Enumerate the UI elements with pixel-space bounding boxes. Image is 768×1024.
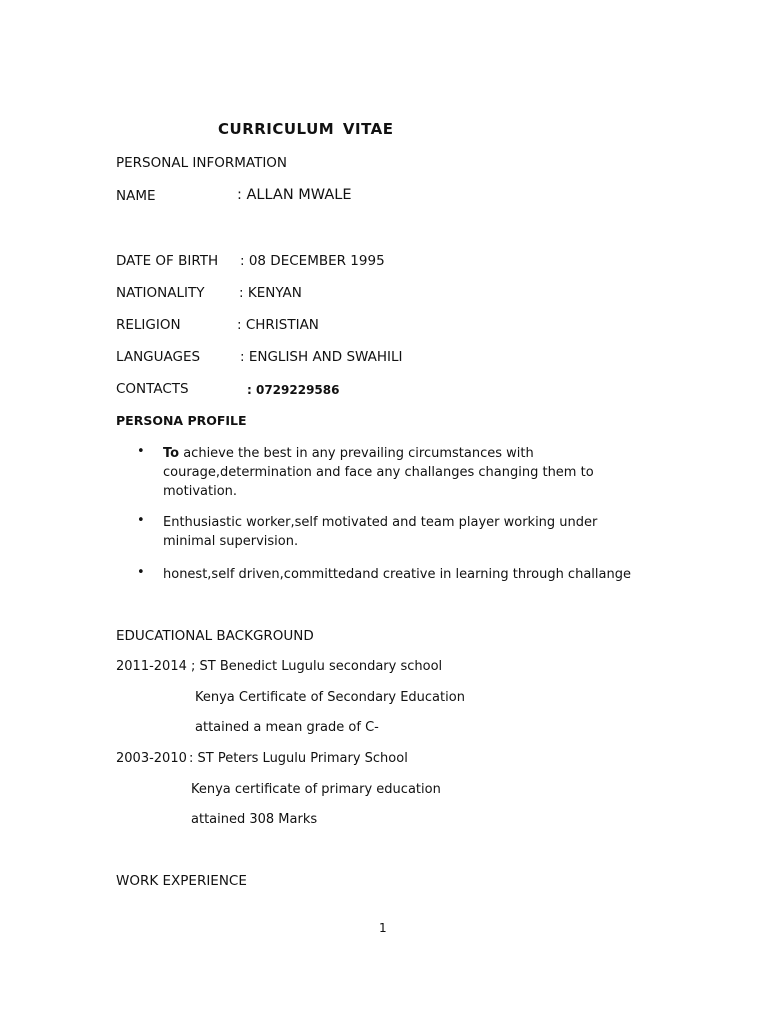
education-years: 2011-2014 [116,659,187,674]
bullet-icon: • [137,444,145,459]
work-experience-heading: WORK EXPERIENCE [116,873,247,889]
education-result: attained a mean grade of C- [195,720,379,735]
profile-item-lead: To [163,446,180,461]
page-number: 1 [379,921,387,935]
education-school: ; ST Benedict Lugulu secondary school [191,659,443,674]
field-value-nationality: : KENYAN [239,285,302,301]
list-item [137,513,657,553]
field-value-name: : ALLAN MWALE [237,187,352,203]
bullet-icon: • [137,565,145,580]
field-value-contacts: : 0729229586 [247,383,340,397]
list-item [137,565,657,585]
bullet-icon: • [137,513,145,528]
field-label-languages: LANGUAGES [116,349,201,365]
field-label-name: NAME [116,188,156,204]
list-item [137,444,657,504]
document-title: CURRICULUM VITAE [218,120,394,138]
profile-heading: PERSONA PROFILE [116,413,247,428]
profile-item-body: Enthusiastic worker,self motivated and team player working under minimal supervision. [163,515,598,549]
education-certificate: Kenya certificate of primary education [191,782,441,797]
profile-item-text [163,513,643,551]
field-value-dob: : 08 DECEMBER 1995 [240,253,385,269]
personal-info-heading: PERSONAL INFORMATION [116,155,288,171]
education-years: 2003-2010 [116,751,187,766]
profile-item-text [163,565,643,584]
education-heading: EDUCATIONAL BACKGROUND [116,628,314,644]
profile-item-text [163,444,643,501]
education-result: attained 308 Marks [191,812,318,827]
field-label-religion: RELIGION [116,317,181,333]
profile-item-body: achieve the best in any prevailing circumstances with courage,determination and face any challanges changing them to motivation. [163,446,594,499]
education-certificate: Kenya Certificate of Secondary Education [195,690,465,705]
field-label-nationality: NATIONALITY [116,285,205,301]
profile-item-body: honest,self driven,committedand creative in learning through challange [163,567,631,582]
field-value-religion: : CHRISTIAN [237,317,319,333]
field-label-dob: DATE OF BIRTH [116,253,219,269]
field-value-languages: : ENGLISH AND SWAHILI [240,349,403,365]
education-school: : ST Peters Lugulu Primary School [189,751,408,766]
field-label-contacts: CONTACTS [116,381,189,397]
